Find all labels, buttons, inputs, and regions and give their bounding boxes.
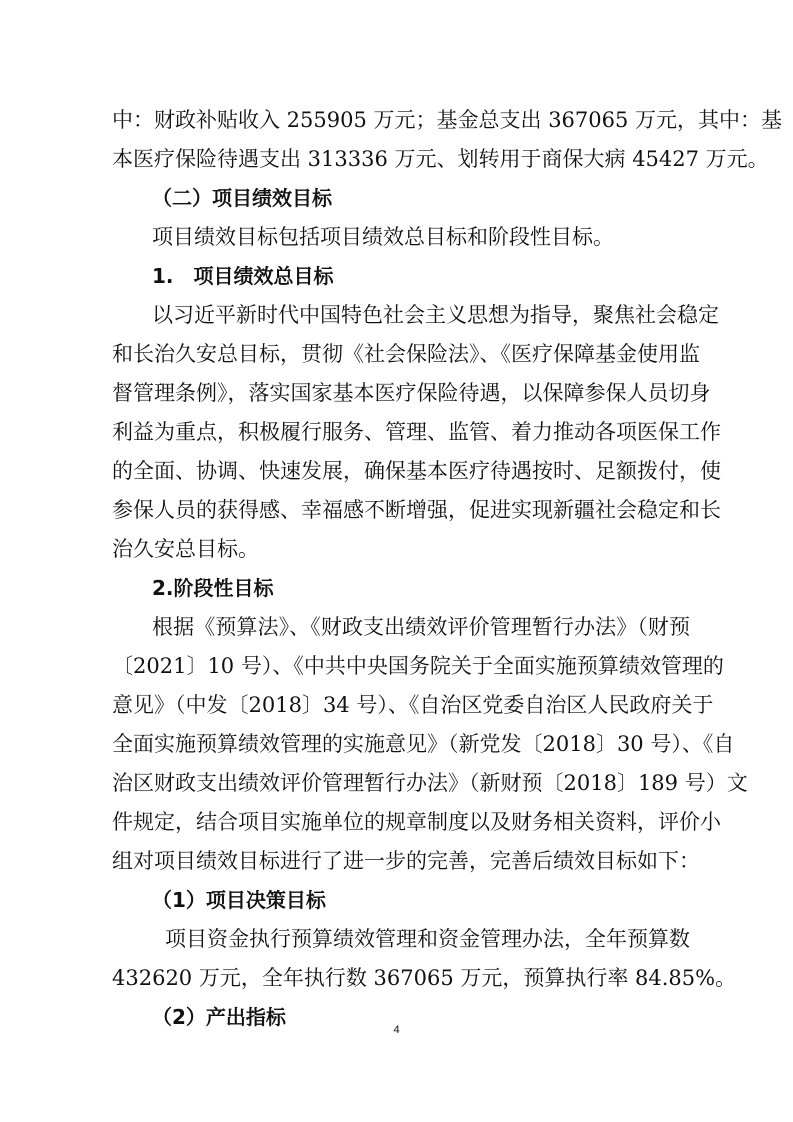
subsection-heading: 1. 项目绩效总目标 (152, 264, 334, 288)
paragraph-line: 件规定，结合项目实施单位的规章制度以及财务相关资料，评价小 (112, 810, 721, 834)
paragraph-line: 治区财政支出绩效评价管理暂行办法》（新财预〔2018〕189 号）文 (112, 771, 748, 795)
paragraph-line: 根据《预算法》、《财政支出绩效评价管理暂行办法》（财预 (152, 615, 690, 639)
paragraph-line: 项目资金执行预算绩效管理和资金管理办法，全年预算数 (165, 927, 690, 951)
paragraph-line: 治久安总目标。 (112, 537, 259, 561)
paragraph-line: 全面实施预算绩效管理的实施意见》（新党发〔2018〕30 号）、《自 (112, 732, 735, 756)
paragraph-line: 本医疗保险待遇支出 313336 万元、划转用于商保大病 45427 万元。 (112, 147, 769, 171)
paragraph-line: 参保人员的获得感、幸福感不断增强，促进实现新疆社会稳定和长 (112, 498, 721, 522)
subsection-heading: 2.阶段性目标 (152, 576, 274, 600)
paragraph-line: 组对项目绩效目标进行了进一步的完善，完善后绩效目标如下： (112, 849, 700, 873)
paragraph-line: 中：财政补贴收入 255905 万元；基金总支出 367065 万元，其中：基 (112, 108, 783, 132)
paragraph-line: 的全面、协调、快速发展，确保基本医疗待遇按时、足额拨付，使 (112, 459, 721, 483)
paragraph-line: 〔2021〕10 号）、《中共中央国务院关于全面实施预算绩效管理的 (112, 654, 724, 678)
paragraph-line: 督管理条例》，落实国家基本医疗保险待遇，以保障参保人员切身 (112, 381, 711, 405)
paragraph-line: 和长治久安总目标，贯彻《社会保险法》、《医疗保障基金使用监 (112, 342, 700, 366)
subsection-heading: （1）项目决策目标 (152, 888, 326, 912)
paragraph-line: 项目绩效目标包括项目绩效总目标和阶段性目标。 (152, 225, 614, 249)
paragraph-line: 432620 万元，全年执行数 367065 万元，预算执行率 84.85%。 (112, 966, 737, 990)
paragraph-line: 利益为重点，积极履行服务、管理、监管、着力推动各项医保工作 (112, 420, 721, 444)
section-heading: （二）项目绩效目标 (152, 186, 332, 210)
subsection-heading: （2）产出指标 (152, 1005, 286, 1029)
page-number: 4 (393, 1024, 400, 1036)
paragraph-line: 意见》（中发〔2018〕34 号）、《自治区党委自治区人民政府关于 (112, 693, 714, 717)
paragraph-line: 以习近平新时代中国特色社会主义思想为指导，聚焦社会稳定 (152, 303, 719, 327)
